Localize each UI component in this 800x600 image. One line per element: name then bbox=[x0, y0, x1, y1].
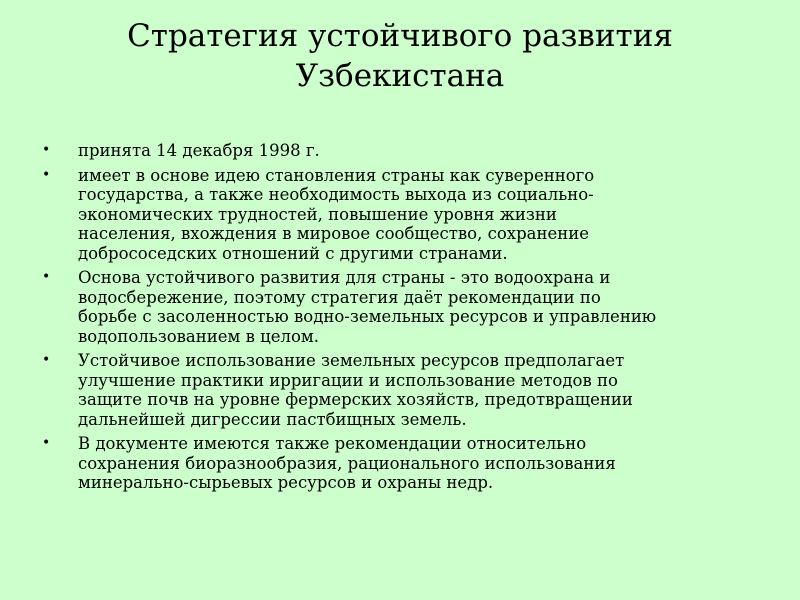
bullet-item-basis bbox=[40, 166, 760, 264]
bullet-item-adoption-date bbox=[40, 141, 760, 161]
bullet-item-biodiversity bbox=[40, 434, 760, 493]
bullet-dot-icon: • bbox=[42, 435, 51, 451]
bullet-dot-icon: • bbox=[42, 269, 51, 285]
bullet-dot-icon: • bbox=[42, 166, 51, 183]
bullet-line: Устойчивое использование земельных ресурсов предполагает bbox=[78, 351, 625, 370]
slide-title-line-2: Узбекистана bbox=[295, 58, 505, 94]
bullet-line: сохранения биоразнообразия, рационального использования bbox=[78, 453, 616, 473]
bullet-list bbox=[40, 141, 760, 498]
bullet-line: экономических трудностей, повышение уровня жизни bbox=[78, 204, 557, 224]
slide-title-line-1: Стратегия устойчивого развития bbox=[127, 18, 673, 54]
bullet-line: улучшение практики ирригации и использование методов по bbox=[78, 370, 618, 390]
bullet-line: водопользованием в целом. bbox=[78, 326, 320, 346]
bullet-line: Основа устойчивого развития для страны - это водоохрана и bbox=[78, 268, 611, 287]
bullet-dot-icon: • bbox=[42, 142, 51, 158]
bullet-line: принята 14 декабря 1998 г. bbox=[78, 141, 320, 160]
bullet-line: населения, вхождения в мировое сообщество, сохранение bbox=[78, 224, 589, 243]
bullet-line: В документе имеются также рекомендации относительно bbox=[78, 434, 587, 453]
bullet-line: имеет в основе идею становления страны как суверенного bbox=[78, 165, 595, 185]
bullet-line: государства, а также необходимость выхода из социально- bbox=[78, 185, 594, 204]
bullet-line: защите почв на уровне фермерских хозяйств, предотвращении bbox=[78, 390, 633, 409]
bullet-line: водосбережение, поэтому стратегия даёт рекомендации по bbox=[78, 287, 601, 307]
bullet-line: борьбе с засоленностью водно-земельных ресурсов и управлению bbox=[78, 307, 657, 326]
bullet-line: минерально-сырьевых ресурсов и охраны недр. bbox=[78, 473, 494, 492]
bullet-item-water bbox=[40, 268, 760, 346]
bullet-item-land bbox=[40, 351, 760, 429]
bullet-line: добрососедских отношений с другими странами. bbox=[78, 243, 508, 263]
slide-title bbox=[40, 16, 760, 96]
bullet-line: дальнейшей дигрессии пастбищных земель. bbox=[78, 409, 467, 429]
bullet-dot-icon: • bbox=[42, 352, 51, 368]
